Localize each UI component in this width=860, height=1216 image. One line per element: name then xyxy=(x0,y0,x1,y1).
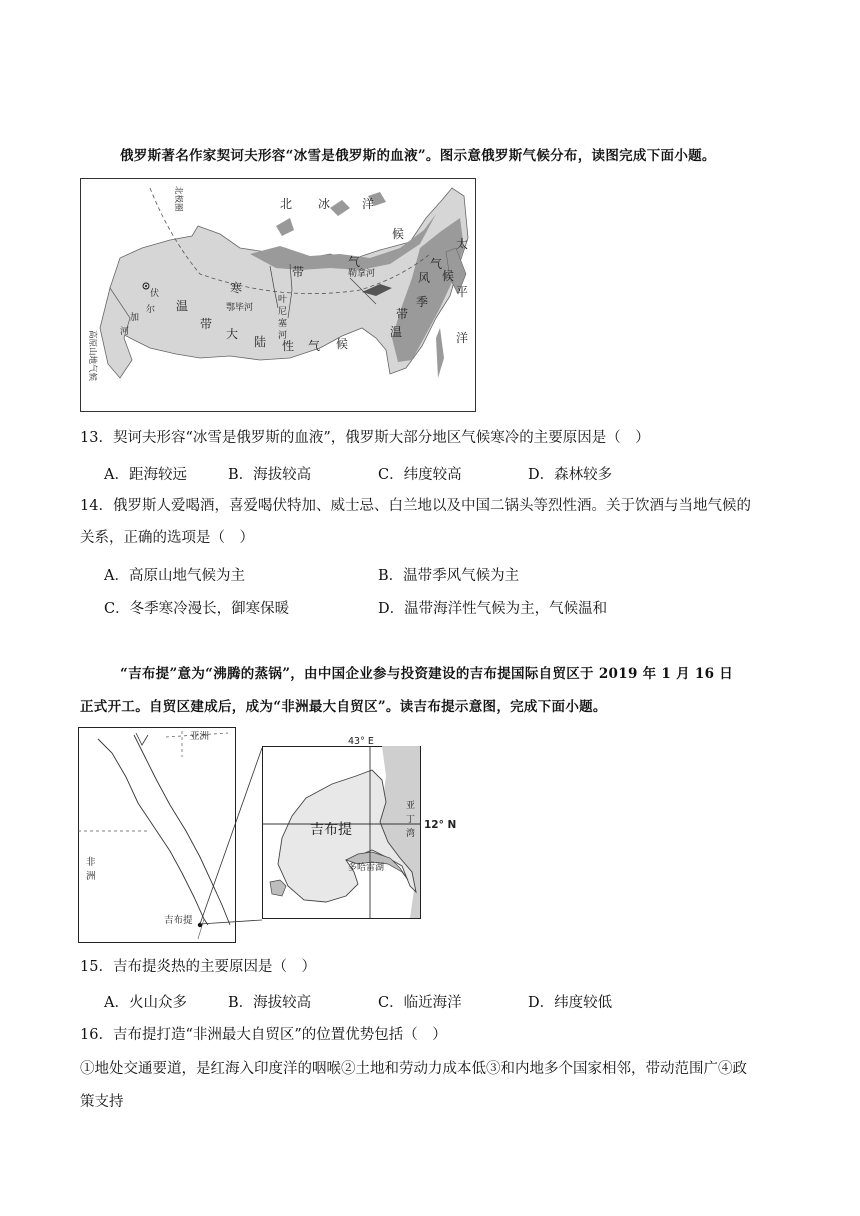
label-temp-1: 温 xyxy=(176,299,189,313)
label-ocean-n-3: 洋 xyxy=(362,197,375,211)
q13-option-a[interactable]: A．距海较远 xyxy=(104,467,187,483)
q13-option-c[interactable]: C．纬度较高 xyxy=(378,467,462,483)
q13-number: 13． xyxy=(80,430,113,446)
label-monsoon-3: 气 xyxy=(430,257,443,271)
q15-stem xyxy=(80,957,316,977)
label-arctic-circle: 北极圈 xyxy=(173,186,183,212)
intro-russia: 俄罗斯著名作家契诃夫形容“冰雪是俄罗斯的血液”。图示意俄罗斯气候分布，读图完成下面小题。 xyxy=(120,148,716,164)
q16-stem xyxy=(80,1025,447,1045)
label-yen-2: 尼 xyxy=(278,307,288,317)
label-temp-7: 候 xyxy=(336,337,349,351)
label-lat: 12° N xyxy=(424,819,457,831)
q14-stem-line2: 关系，正确的选项是（ ） xyxy=(80,530,254,546)
q16-number: 16． xyxy=(80,1027,113,1043)
label-djibouti-small: 吉布提 xyxy=(164,915,193,926)
label-ocean-n-1: 北 xyxy=(280,197,293,211)
label-gulf-2: 丁 xyxy=(406,815,416,825)
label-volga-1: 伏 xyxy=(150,289,160,299)
label-mt-1: 温 xyxy=(390,325,403,339)
q13-option-b[interactable]: B．海拔较高 xyxy=(228,467,312,483)
q15-option-a[interactable]: A．火山众多 xyxy=(104,995,187,1011)
q14-stem-line1 xyxy=(80,496,751,516)
label-yen-1: 叶 xyxy=(278,295,288,305)
label-polar-4: 候 xyxy=(392,227,405,241)
label-monsoon-1: 季 xyxy=(416,295,429,309)
label-temp-3: 大 xyxy=(226,327,239,341)
label-volga-4: 河 xyxy=(120,327,130,337)
label-djibouti: 吉布提 xyxy=(310,822,352,838)
label-mt-2: 带 xyxy=(396,307,409,321)
label-polar-1: 寒 xyxy=(230,281,243,295)
q15-option-d[interactable]: D．纬度较低 xyxy=(528,995,613,1011)
q14-text-1: 俄罗斯人爱喝酒，喜爱喝伏特加、威士忌、白兰地以及中国二锅头等烈性酒。关于饮酒与当地气候的 xyxy=(112,498,751,514)
label-lena: 勒拿河 xyxy=(348,269,376,279)
q15-option-b[interactable]: B．海拔较高 xyxy=(228,995,312,1011)
label-polar-2: 带 xyxy=(292,265,305,279)
label-volga-3: 加 xyxy=(130,313,140,323)
intro-djibouti-1: “吉布提”意为“沸腾的蒸锅”，由中国企业参与投资建设的吉布提国际自贸区于 2019 年 1 月 16 日 xyxy=(120,666,734,682)
q13-option-d[interactable]: D．森林较多 xyxy=(528,467,613,483)
label-monsoon-2: 风 xyxy=(418,271,431,285)
zoom-connector xyxy=(196,746,266,942)
label-lon: 43° E xyxy=(348,736,374,747)
label-highland: 高原山地气候 xyxy=(87,330,97,382)
label-yen-4: 河 xyxy=(278,331,288,341)
label-polar-3: 气 xyxy=(348,255,361,269)
q15-option-c[interactable]: C．临近海洋 xyxy=(378,995,462,1011)
q15-number: 15． xyxy=(80,959,113,975)
q13-text: 契诃夫形容“冰雪是俄罗斯的血液”，俄罗斯大部分地区气候寒冷的主要原因是（ ） xyxy=(112,430,650,446)
label-yen-3: 塞 xyxy=(278,319,288,329)
djibouti-detail-map xyxy=(262,736,457,920)
label-asia: 亚洲 xyxy=(190,731,210,742)
label-temp-4: 陆 xyxy=(254,335,267,349)
q14-option-c[interactable]: C．冬季寒冷漫长，御寒保暖 xyxy=(104,601,290,617)
label-ob: 鄂毕河 xyxy=(226,303,254,313)
label-africa-2: 洲 xyxy=(86,871,96,882)
label-ocean-n-2: 冰 xyxy=(318,197,331,211)
q16-detail-line2: 策支持 xyxy=(80,1094,124,1110)
label-volga-2: 尔 xyxy=(146,305,156,315)
label-monsoon-4: 候 xyxy=(442,269,455,283)
q14-number: 14． xyxy=(80,498,113,514)
russia-climate-map xyxy=(80,178,476,412)
q14-option-d[interactable]: D．温带海洋性气候为主，气候温和 xyxy=(378,601,608,617)
label-ocean-p-2: 平 xyxy=(456,285,469,299)
intro-djibouti-2: 正式开工。自贸区建成后，成为“非洲最大自贸区”。读吉布提示意图，完成下面小题。 xyxy=(80,699,607,715)
label-temp-6: 气 xyxy=(308,339,321,353)
label-ocean-p-1: 太 xyxy=(456,237,469,251)
q16-detail-line1: ①地处交通要道，是红海入印度洋的咽喉②土地和劳动力成本低③和内地多个国家相邻，带动范围广④政 xyxy=(80,1061,747,1077)
label-africa-1: 非 xyxy=(86,857,96,868)
label-gulf-1: 亚 xyxy=(406,801,416,811)
label-temp-2: 带 xyxy=(200,317,213,331)
q16-text: 吉布提打造“非洲最大自贸区”的位置优势包括（ ） xyxy=(112,1027,447,1043)
label-temp-5: 性 xyxy=(282,339,295,353)
q14-option-a[interactable]: A．高原山地气候为主 xyxy=(104,568,245,584)
q15-text: 吉布提炎热的主要原因是（ ） xyxy=(112,959,316,975)
q13-stem xyxy=(80,428,650,448)
q14-option-b[interactable]: B．温带季风气候为主 xyxy=(378,568,520,584)
label-gulf-3: 湾 xyxy=(406,829,416,839)
label-lake: 多哈雷湖 xyxy=(348,863,385,873)
label-ocean-p-3: 洋 xyxy=(456,331,469,345)
